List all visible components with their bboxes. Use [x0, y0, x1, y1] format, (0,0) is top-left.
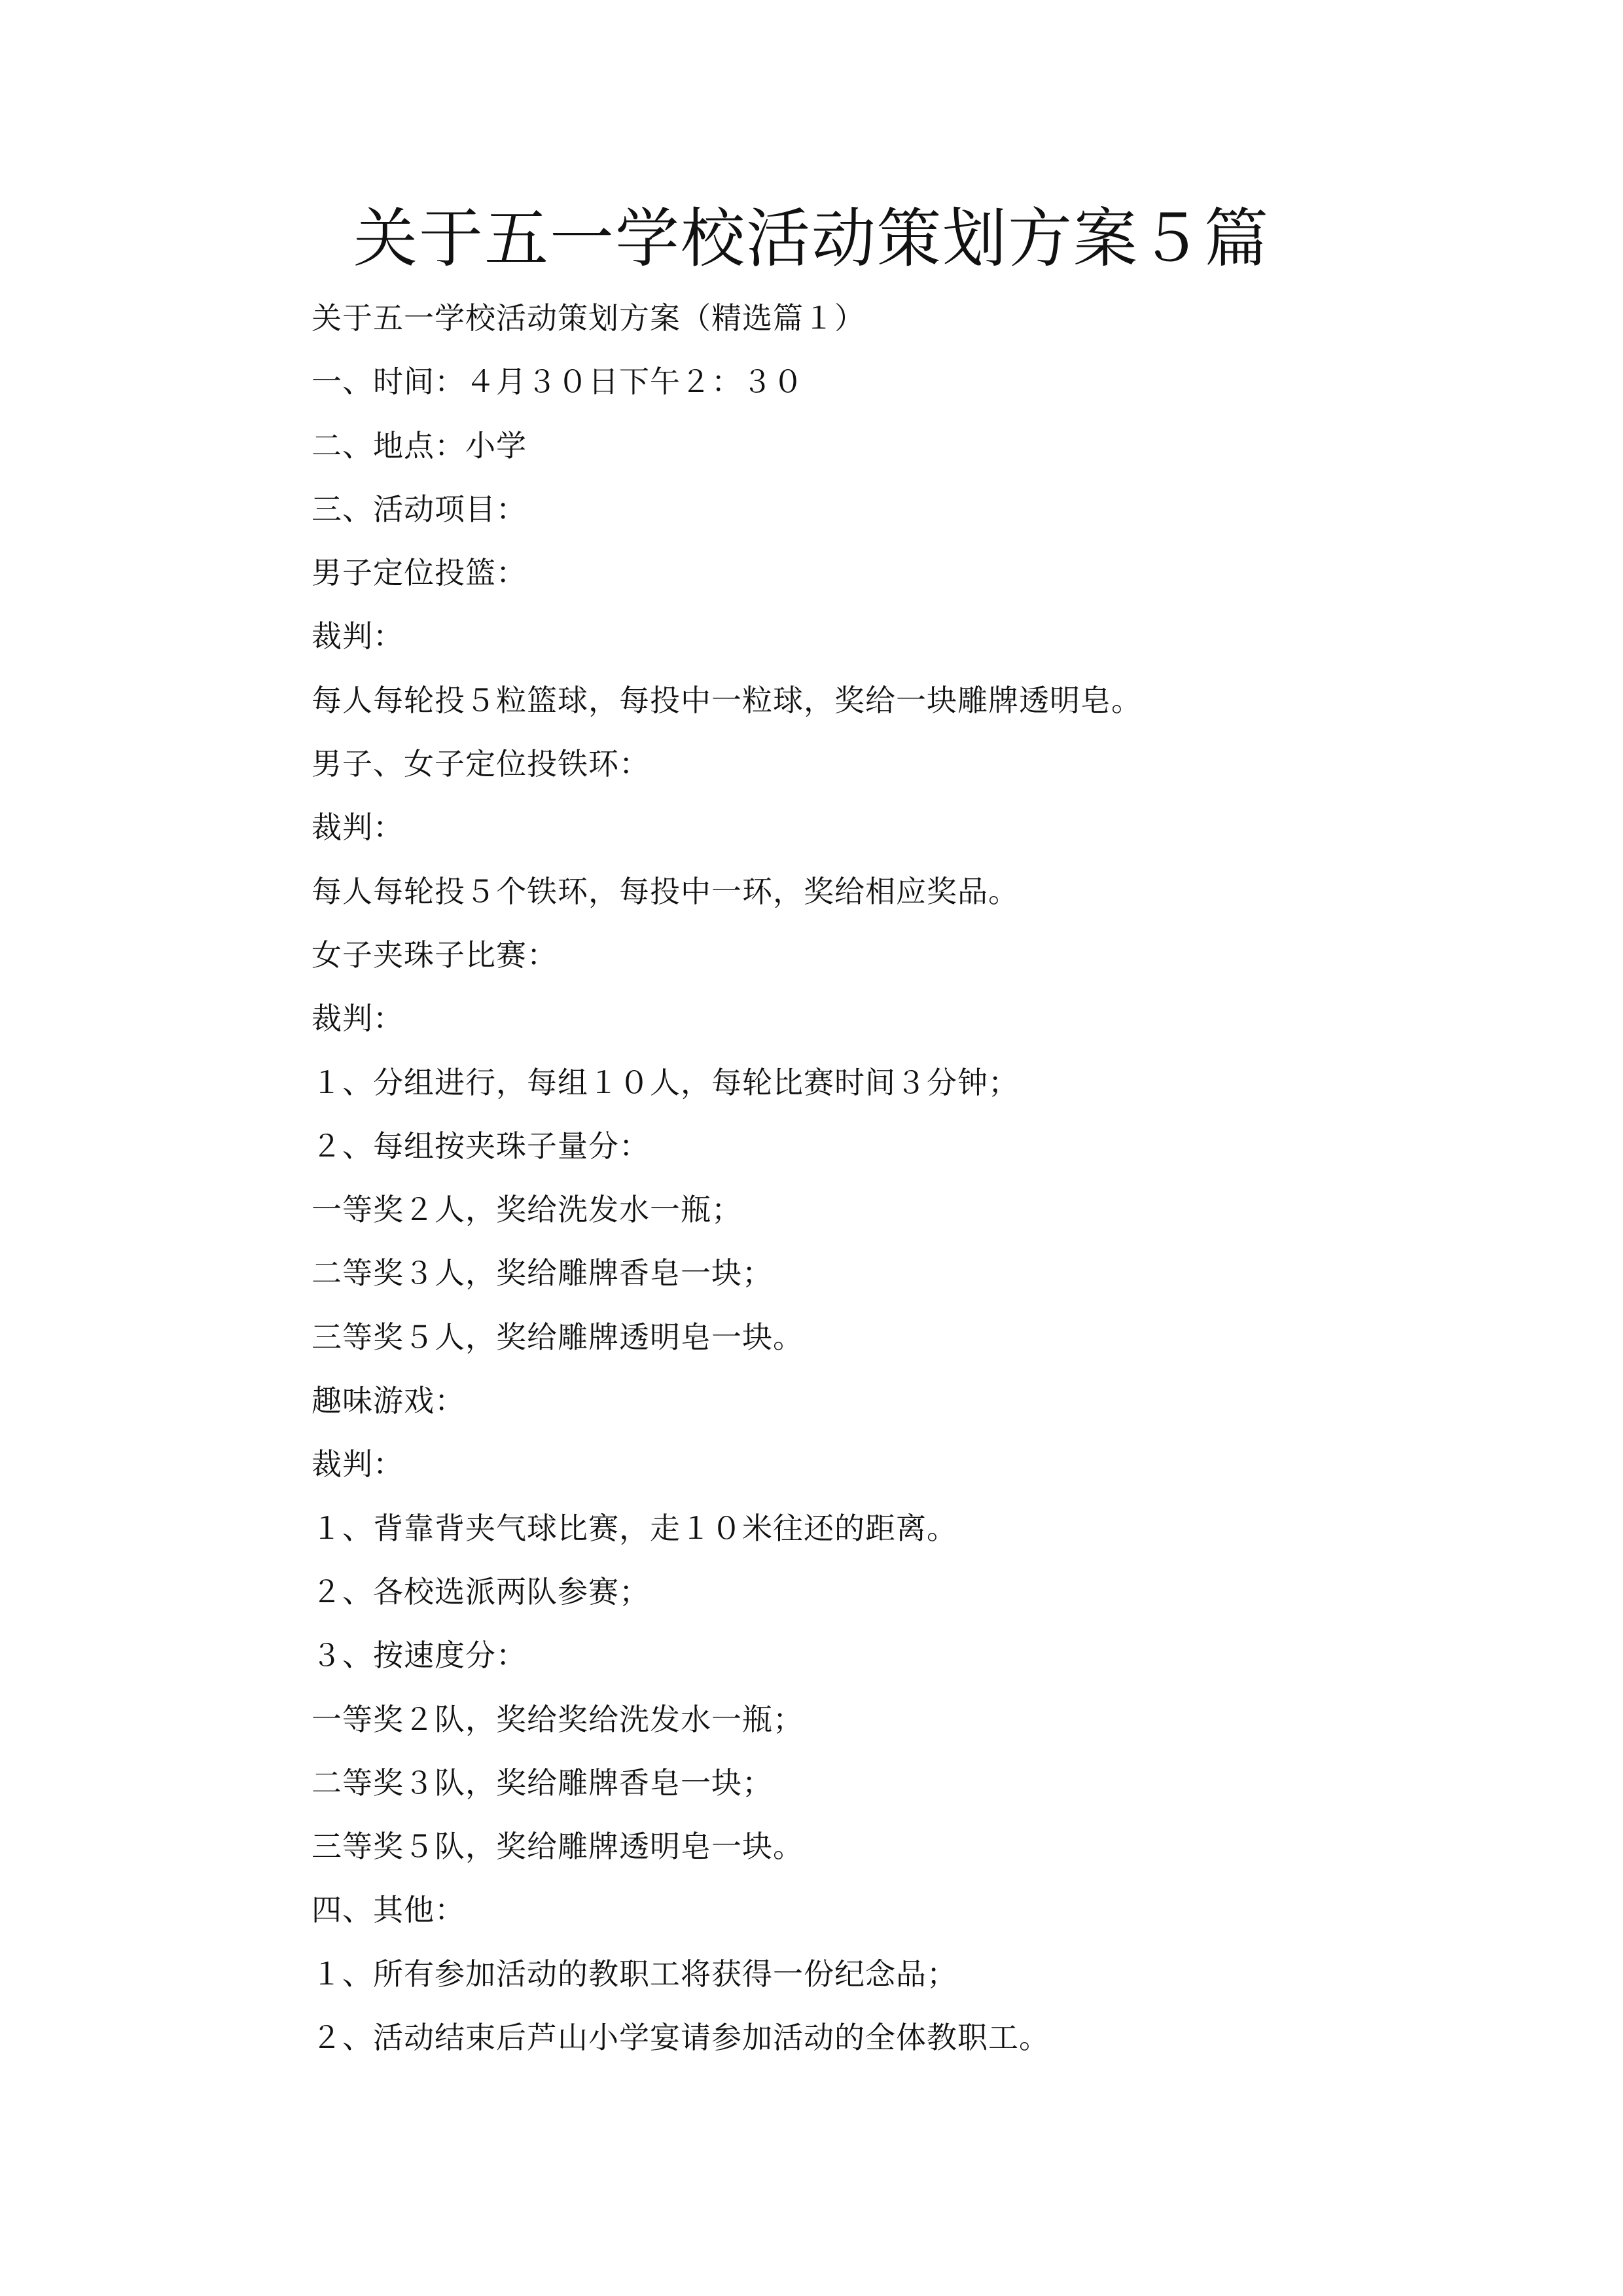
document-line: 一、时间：４月３０日下午２：３０	[312, 364, 804, 400]
document-line: 每人每轮投５粒篮球，每投中一粒球，奖给一块雕牌透明皂。	[312, 682, 1142, 718]
document-line: 三、活动项目：	[312, 491, 527, 527]
document-title: 关于五一学校活动策划方案５篇	[353, 202, 1270, 276]
document-line: 裁判：	[312, 619, 404, 655]
document-line: 一等奖２队，奖给奖给洗发水一瓶；	[312, 1701, 804, 1737]
document-line: ３、按速度分：	[312, 1638, 527, 1674]
document-line: 女子夹珠子比赛：	[312, 937, 558, 973]
document-body	[312, 287, 1424, 2070]
document-line: 二、地点：小学	[312, 427, 527, 463]
document-line: 裁判：	[312, 1001, 404, 1037]
document-line: ２、各校选派两队参赛；	[312, 1573, 650, 1609]
document-line: 三等奖５队，奖给雕牌透明皂一块。	[312, 1829, 804, 1865]
document-line: １、分组进行，每组１０人，每轮比赛时间３分钟；	[312, 1064, 1019, 1100]
document-line: 裁判：	[312, 1446, 404, 1482]
document-line: １、所有参加活动的教职工将获得一份纪念品；	[312, 1956, 957, 1992]
document-line: 二等奖３队，奖给雕牌香皂一块；	[312, 1765, 773, 1801]
document-line: 男子、女子定位投铁环：	[312, 746, 650, 782]
document-line: １、背靠背夹气球比赛，走１０米往还的距离。	[312, 1510, 957, 1546]
document-line: ２、活动结束后芦山小学宴请参加活动的全体教职工。	[312, 2020, 1050, 2056]
document-line: 裁判：	[312, 810, 404, 846]
document-line: 一等奖２人，奖给洗发水一瓶；	[312, 1192, 742, 1228]
document-line: 四、其他：	[312, 1892, 465, 1928]
document-line: 每人每轮投５个铁环，每投中一环，奖给相应奖品。	[312, 873, 1019, 909]
document-line: ２、每组按夹珠子量分：	[312, 1128, 650, 1164]
document-line: 关于五一学校活动策划方案（精选篇１）	[312, 300, 865, 336]
document-line: 三等奖５人，奖给雕牌透明皂一块。	[312, 1319, 804, 1355]
document-line: 趣味游戏：	[312, 1383, 465, 1419]
document-line: 二等奖３人，奖给雕牌香皂一块；	[312, 1255, 773, 1291]
document-line: 男子定位投篮：	[312, 555, 527, 591]
